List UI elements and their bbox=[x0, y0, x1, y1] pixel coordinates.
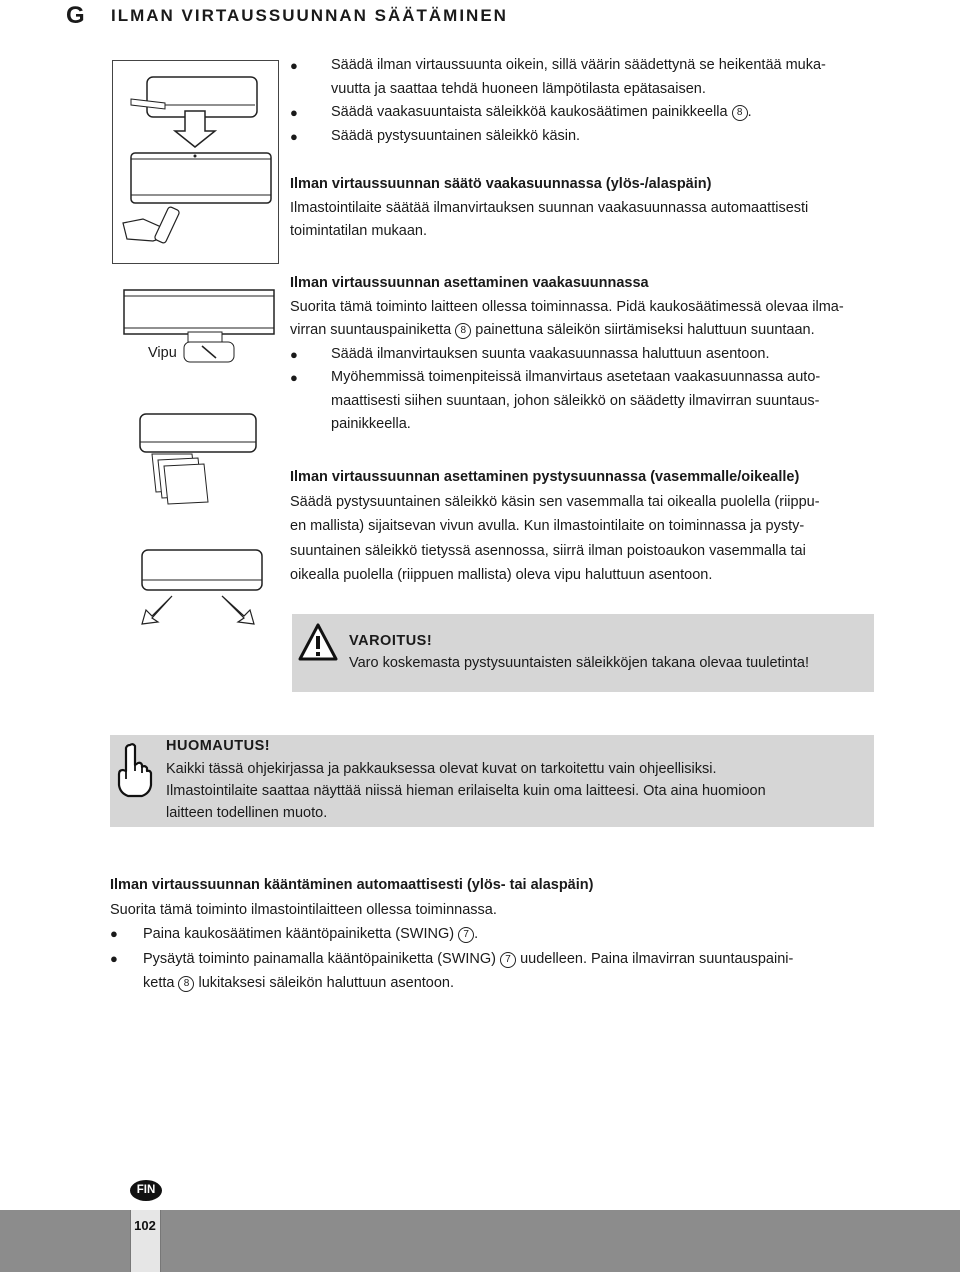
paragraph: toimintatilan mukaan. bbox=[290, 223, 428, 239]
list-item-text: Säädä pystysuuntainen säleikkö käsin. bbox=[331, 127, 581, 144]
list-item-text: vuutta ja saattaa tehdä huoneen lämpötilasta epätasaisen. bbox=[331, 80, 706, 97]
vertical-manual-section bbox=[290, 272, 890, 437]
bullet-dot: ● bbox=[290, 128, 298, 144]
paragraph: Suorita tämä toiminto laitteen ollessa toiminnassa. Pidä kaukosäätimessä olevaa ilma- bbox=[290, 298, 844, 315]
list-item bbox=[290, 54, 890, 101]
list-item-text: uudelleen. Paina ilmavirran suuntauspaini- bbox=[520, 950, 794, 967]
button-reference: 7 bbox=[500, 952, 516, 968]
list-item-text: maattisesti siihen suuntaan, johon säleikkö on säädetty ilmavirran suuntaus- bbox=[331, 392, 820, 409]
paragraph: Säädä pystysuuntainen säleikkö käsin sen vasemmalla tai oikealla puolella (riippu- bbox=[290, 493, 820, 510]
note-text bbox=[166, 758, 866, 824]
intro-bullets bbox=[290, 54, 890, 148]
list-item-text: Paina kaukosäätimen kääntöpainiketta (SWING) bbox=[143, 926, 455, 942]
list-item-text: Säädä ilmanvirtauksen suunta vaakasuunnassa haluttuun asentoon. bbox=[331, 345, 770, 362]
button-reference: 8 bbox=[455, 323, 471, 339]
list-item bbox=[110, 947, 890, 996]
paragraph: suuntainen säleikkö tietyssä asennossa, siirrä ilman poistoaukon vasemmalla tai bbox=[290, 542, 806, 559]
note-title: HUOMAUTUS! bbox=[166, 738, 271, 754]
bullet-dot: ● bbox=[290, 105, 298, 120]
lever-illustration bbox=[112, 282, 282, 372]
bullet-dot: ● bbox=[290, 346, 298, 362]
button-reference: 8 bbox=[178, 976, 194, 992]
bullet-dot: ● bbox=[290, 370, 298, 385]
illustration-frame bbox=[112, 60, 279, 264]
warning-box bbox=[292, 614, 874, 692]
lever-label: Vipu bbox=[148, 345, 177, 361]
paragraph: Kaikki tässä ohjekirjassa ja pakkauksessa olevat kuvat on tarkoitettu vain ohjeellisiksi. bbox=[166, 761, 717, 777]
paragraph: Ilmastointilaite saattaa näyttää niissä hieman erilaiselta kuin oma laitteesi. Ota aina huomioon bbox=[166, 783, 766, 799]
list-item bbox=[290, 125, 890, 149]
list-item bbox=[110, 922, 890, 947]
paragraph: Suorita tämä toiminto ilmastointilaitteen ollessa toiminnassa. bbox=[110, 901, 497, 918]
paragraph: Ilmastointilaite säätää ilmanvirtauksen suunnan vaakasuunnassa automaattisesti bbox=[290, 199, 809, 216]
bullet-dot: ● bbox=[110, 926, 118, 941]
warning-title: VAROITUS! bbox=[349, 633, 433, 649]
list-item bbox=[290, 343, 890, 367]
button-reference: 8 bbox=[732, 105, 748, 121]
warning-triangle-icon bbox=[298, 622, 338, 662]
bullet-dot: ● bbox=[110, 950, 118, 966]
pointing-hand-icon bbox=[114, 741, 154, 799]
list-item-text: . bbox=[474, 926, 479, 942]
paragraph-text: virran suuntauspainiketta bbox=[290, 322, 452, 338]
ac-unit-illustration bbox=[113, 61, 278, 263]
list-item-text: Säädä ilman virtaussuunta oikein, sillä väärin säädettynä se heikentää muka- bbox=[331, 57, 826, 73]
horizontal-flow-illustration bbox=[112, 540, 282, 630]
list-item-text: . bbox=[747, 104, 752, 120]
language-badge: FIN bbox=[130, 1180, 162, 1201]
list-item-text: Säädä vaakasuuntaista säleikköä kaukosäätimen painikkeella bbox=[331, 104, 728, 120]
list-item bbox=[290, 101, 890, 125]
section-letter: G bbox=[66, 2, 85, 29]
list-item-text: lukitaksesi säleikön haluttuun asentoon. bbox=[198, 975, 455, 991]
page-title: ILMAN VIRTAUSSUUNNAN SÄÄTÄMINEN bbox=[111, 6, 508, 25]
list-item-text: Myöhemmissä toimenpiteissä ilmanvirtaus asetetaan vaakasuunnassa auto- bbox=[331, 369, 821, 385]
paragraph bbox=[290, 319, 890, 343]
section-heading: Ilman virtaussuunnan asettaminen pystysuunnassa (vasemmalle/oikealle) bbox=[290, 469, 800, 485]
horizontal-section bbox=[290, 465, 890, 588]
vertical-auto-section bbox=[290, 173, 890, 244]
list-item-text: ketta bbox=[143, 975, 175, 991]
bullet-dot: ● bbox=[290, 58, 298, 73]
page-number: 102 bbox=[134, 1218, 156, 1233]
swing-section bbox=[110, 873, 890, 996]
louver-illustration bbox=[112, 400, 282, 530]
paragraph: laitteen todellinen muoto. bbox=[166, 805, 328, 821]
section-heading: Ilman virtaussuunnan kääntäminen automaattisesti (ylös- tai alaspäin) bbox=[110, 877, 594, 893]
note-box bbox=[110, 735, 874, 827]
list-item-text: Pysäytä toiminto painamalla kääntöpainiketta (SWING) bbox=[143, 950, 496, 967]
section-heading: Ilman virtaussuunnan asettaminen vaakasuunnassa bbox=[290, 275, 649, 291]
paragraph: oikealla puolella (riippuen mallista) oleva vipu haluttuun asentoon. bbox=[290, 567, 713, 583]
button-reference: 7 bbox=[458, 927, 474, 943]
section-heading: Ilman virtaussuunnan säätö vaakasuunnassa (ylös-/alaspäin) bbox=[290, 176, 712, 192]
list-item-text: painikkeella. bbox=[331, 416, 411, 432]
list-item bbox=[290, 366, 890, 437]
paragraph: en mallista) sijaitsevan vivun avulla. Kun ilmastointilaite on toiminnassa ja pysty- bbox=[290, 518, 805, 534]
warning-text: Varo koskemasta pystysuuntaisten säleikköjen takana olevaa tuuletinta! bbox=[349, 655, 809, 671]
paragraph-text: painettuna säleikön siirtämiseksi haluttuun suuntaan. bbox=[475, 322, 815, 338]
